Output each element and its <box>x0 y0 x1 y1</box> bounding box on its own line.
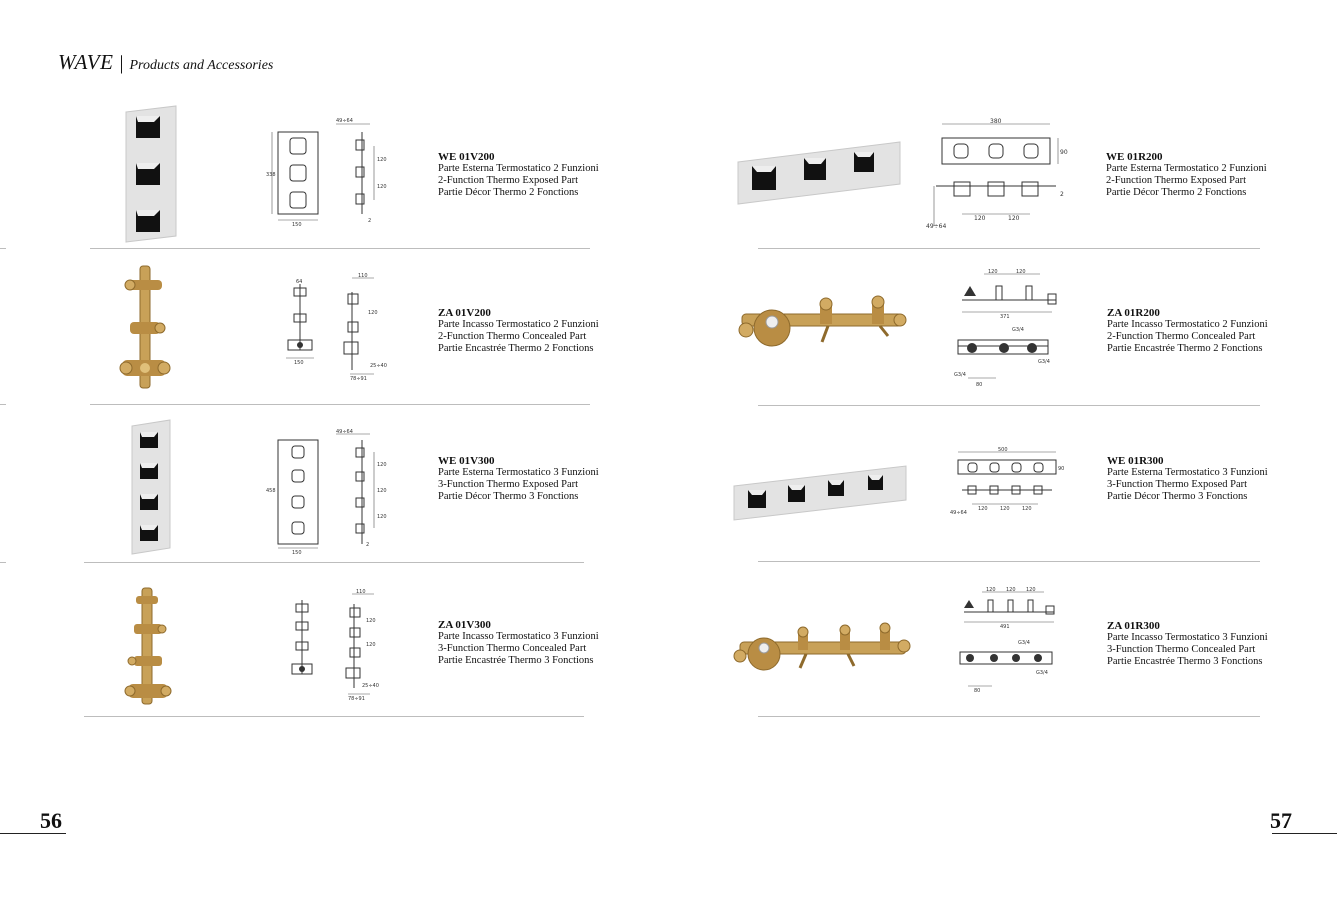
dim-label: 380 <box>990 118 1002 125</box>
product-description <box>438 619 599 667</box>
dim-label: 120 <box>377 157 387 163</box>
product-photo-za01v300 <box>122 586 174 708</box>
dim-label: 110 <box>356 589 366 595</box>
dim-label: 78÷91 <box>348 696 365 702</box>
drawing-za01v300 <box>278 590 388 700</box>
product-description <box>1107 455 1268 503</box>
product-description <box>1107 307 1268 355</box>
description-fr: Partie Encastrée Thermo 2 Fonctions <box>438 343 594 354</box>
dim-label: 80 <box>974 688 981 694</box>
page-number-rule <box>1272 833 1337 834</box>
product-code: ZA 01R200 <box>1107 307 1160 319</box>
dim-label: 90 <box>1058 466 1065 472</box>
dim-label: 120 <box>1026 587 1036 593</box>
header-separator: | <box>119 52 124 74</box>
dim-label: 120 <box>1006 587 1016 593</box>
dim-label: 120 <box>377 514 387 520</box>
margin-tick <box>0 404 6 405</box>
description-it: Parte Incasso Termostatico 2 Funzioni <box>438 319 599 330</box>
product-photo-we01v300 <box>130 420 172 554</box>
dim-label: 500 <box>998 447 1008 453</box>
description-en: 3-Function Thermo Concealed Part <box>438 643 587 654</box>
row-divider <box>758 405 1260 406</box>
product-photo-we01v200 <box>124 106 178 242</box>
row-divider <box>758 561 1260 562</box>
drawing-we01r300 <box>948 446 1064 518</box>
description-en: 2-Function Thermo Concealed Part <box>1107 331 1256 342</box>
dim-label: 491 <box>1000 624 1010 630</box>
dim-label: 49÷64 <box>926 223 947 230</box>
dim-label: 120 <box>978 506 988 512</box>
dim-label: G3/4 <box>1038 359 1050 365</box>
product-code: WE 01R300 <box>1107 455 1164 467</box>
drawing-za01v200 <box>270 274 392 380</box>
row-divider <box>758 716 1260 717</box>
row-divider <box>90 248 590 249</box>
page-header <box>58 50 273 75</box>
dim-label: 25÷40 <box>362 683 379 689</box>
dim-label: 120 <box>1000 506 1010 512</box>
dim-label: 338 <box>266 172 276 178</box>
dim-label: 49÷64 <box>336 429 353 435</box>
dim-label: 120 <box>1008 215 1020 222</box>
drawing-za01r200 <box>940 266 1066 390</box>
page-number-rule <box>0 833 66 834</box>
description-it: Parte Esterna Termostatico 2 Funzioni <box>438 163 599 174</box>
dim-label: 2 <box>366 542 370 548</box>
description-en: 2-Function Thermo Exposed Part <box>438 175 579 186</box>
dim-label: 120 <box>366 618 376 624</box>
product-code: ZA 01R300 <box>1107 620 1160 632</box>
product-photo-za01v200 <box>118 264 170 392</box>
dim-label: 64 <box>296 279 303 285</box>
dim-label: 49÷64 <box>336 118 353 124</box>
dim-label: 120 <box>1016 269 1026 275</box>
description-fr: Partie Encastrée Thermo 2 Fonctions <box>1107 343 1263 354</box>
drawing-we01v300 <box>266 429 394 556</box>
row-divider <box>84 716 584 717</box>
description-it: Parte Incasso Termostatico 3 Funzioni <box>1107 632 1268 643</box>
description-it: Parte Esterna Termostatico 3 Funzioni <box>1107 467 1268 478</box>
dim-label: 120 <box>377 488 387 494</box>
product-code: WE 01R200 <box>1106 151 1163 163</box>
drawing-we01v200 <box>266 116 390 228</box>
row-divider <box>84 562 584 563</box>
dim-label: G3/4 <box>1012 327 1024 333</box>
dim-label: 90 <box>1060 149 1068 156</box>
dim-label: 150 <box>292 222 302 228</box>
dim-label: 120 <box>368 310 378 316</box>
description-en: 2-Function Thermo Exposed Part <box>1106 175 1247 186</box>
description-it: Parte Esterna Termostatico 2 Funzioni <box>1106 163 1267 174</box>
product-description <box>438 151 599 199</box>
description-fr: Partie Encastrée Thermo 3 Fonctions <box>1107 656 1263 667</box>
description-fr: Partie Décor Thermo 3 Fonctions <box>438 491 579 502</box>
product-description <box>438 455 599 503</box>
description-en: 3-Function Thermo Concealed Part <box>1107 644 1256 655</box>
dim-label: 120 <box>986 587 996 593</box>
dim-label: G3/4 <box>954 372 966 378</box>
dim-label: 25÷40 <box>370 363 387 369</box>
dim-label: G3/4 <box>1036 670 1048 676</box>
dim-label: G3/4 <box>1018 640 1030 646</box>
page-number-left: 56 <box>40 808 62 833</box>
row-divider <box>758 248 1260 249</box>
product-photo-we01r300 <box>734 464 908 522</box>
page-number-right: 57 <box>1270 808 1292 833</box>
dim-label: 120 <box>366 642 376 648</box>
description-fr: Partie Encastrée Thermo 3 Fonctions <box>438 655 594 666</box>
product-photo-we01r200 <box>738 140 902 206</box>
product-photo-za01r300 <box>734 624 910 680</box>
product-photo-za01r200 <box>736 296 906 356</box>
drawing-we01r200 <box>926 116 1076 234</box>
product-description <box>1106 151 1267 199</box>
description-en: 2-Function Thermo Concealed Part <box>438 331 587 342</box>
dim-label: 120 <box>974 215 986 222</box>
description-en: 3-Function Thermo Exposed Part <box>1107 479 1248 490</box>
description-fr: Partie Décor Thermo 2 Fonctions <box>438 187 579 198</box>
row-divider <box>90 404 590 405</box>
dim-label: 120 <box>1022 506 1032 512</box>
description-it: Parte Esterna Termostatico 3 Funzioni <box>438 467 599 478</box>
dim-label: 120 <box>377 184 387 190</box>
description-it: Parte Incasso Termostatico 3 Funzioni <box>438 631 599 642</box>
header-subtitle: Products and Accessories <box>129 58 274 73</box>
dim-label: 150 <box>294 360 304 366</box>
brand-name: WAVE <box>58 50 114 74</box>
dim-label: 110 <box>358 273 368 279</box>
dim-label: 49÷64 <box>950 510 967 516</box>
dim-label: 150 <box>292 550 302 556</box>
product-description <box>438 307 599 355</box>
dim-label: 120 <box>377 462 387 468</box>
dim-label: 2 <box>368 218 372 224</box>
description-it: Parte Incasso Termostatico 2 Funzioni <box>1107 319 1268 330</box>
product-code: ZA 01V300 <box>438 619 491 631</box>
product-code: WE 01V300 <box>438 455 495 467</box>
dim-label: 120 <box>988 269 998 275</box>
dim-label: 2 <box>1060 191 1064 198</box>
drawing-za01r300 <box>944 586 1060 694</box>
dim-label: 80 <box>976 382 983 388</box>
margin-tick <box>0 248 6 249</box>
description-en: 3-Function Thermo Exposed Part <box>438 479 579 490</box>
product-code: ZA 01V200 <box>438 307 491 319</box>
dim-label: 458 <box>266 488 276 494</box>
description-fr: Partie Décor Thermo 3 Fonctions <box>1107 491 1248 502</box>
product-code: WE 01V200 <box>438 151 495 163</box>
dim-label: 78÷91 <box>350 376 367 382</box>
dim-label: 371 <box>1000 314 1010 320</box>
product-description <box>1107 620 1268 668</box>
margin-tick <box>0 562 6 563</box>
description-fr: Partie Décor Thermo 2 Fonctions <box>1106 187 1247 198</box>
